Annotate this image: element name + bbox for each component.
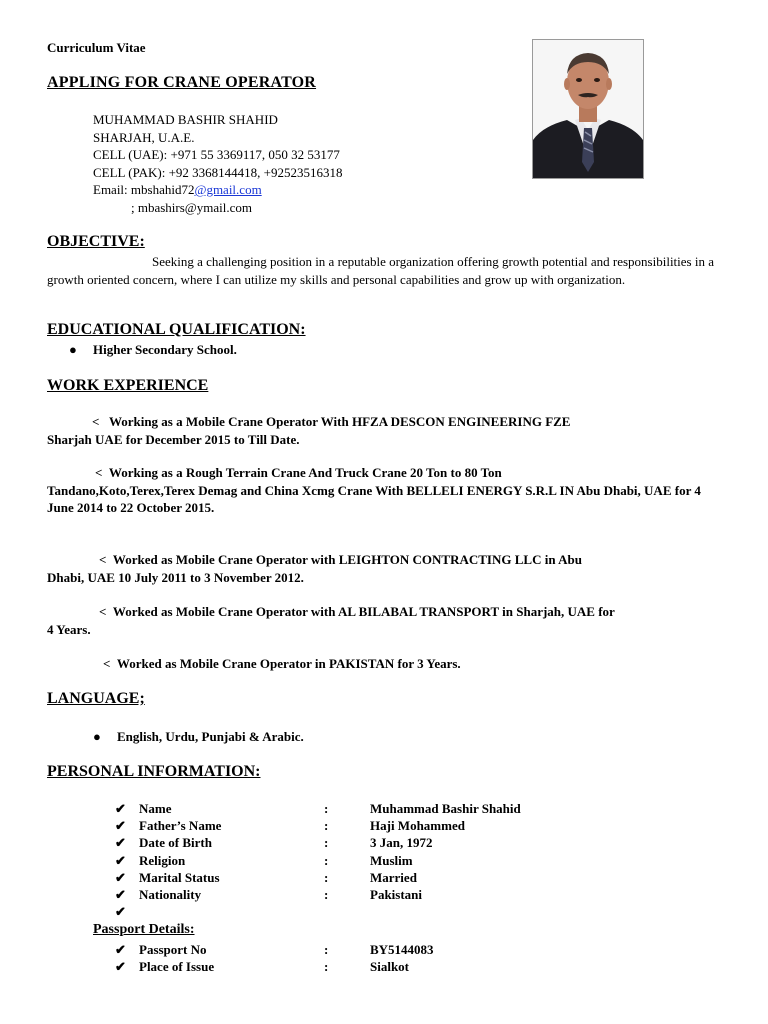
email-link[interactable]: @gmail.com — [194, 182, 262, 197]
check-icon: ✔ — [115, 818, 126, 833]
personal-separator: : — [324, 835, 329, 850]
candidate-name: MUHAMMAD BASHIR SHAHID — [93, 112, 278, 127]
passport-label: Place of Issue — [139, 959, 215, 974]
personal-label: Name — [139, 801, 172, 816]
personal-value: Muhammad Bashir Shahid — [370, 801, 521, 816]
work-item — [47, 551, 727, 586]
work-heading: WORK EXPERIENCE — [47, 377, 209, 394]
work-item — [47, 464, 727, 517]
personal-row — [115, 852, 635, 870]
work-marker: < — [99, 604, 107, 619]
personal-value: Haji Mohammed — [370, 818, 465, 833]
personal-separator: : — [324, 887, 329, 902]
cv-label: Curriculum Vitae — [47, 40, 146, 55]
portrait-image — [533, 40, 643, 178]
bullet-icon: ● — [93, 729, 101, 744]
personal-row — [115, 817, 635, 835]
personal-label: Date of Birth — [139, 835, 212, 850]
work-item-rest: Dhabi, UAE 10 July 2011 to 3 November 2012. — [47, 569, 304, 585]
personal-separator: : — [324, 853, 329, 868]
passport-row — [115, 958, 635, 976]
check-icon: ✔ — [115, 870, 126, 885]
passport-value: Sialkot — [370, 959, 410, 974]
passport-value: BY5144083 — [370, 942, 434, 957]
personal-heading: PERSONAL INFORMATION: — [47, 763, 261, 780]
check-icon: ✔ — [115, 942, 126, 957]
personal-row — [115, 800, 635, 818]
language-item — [93, 729, 304, 745]
education-item-text: Higher Secondary School. — [93, 342, 237, 357]
check-icon: ✔ — [115, 835, 126, 850]
personal-row-empty — [115, 903, 635, 921]
work-item-line1: Working as a Mobile Crane Operator With HFZA DESCON ENGINEERING FZE — [108, 414, 571, 429]
check-icon: ✔ — [115, 853, 126, 868]
personal-separator: : — [324, 818, 329, 833]
work-item — [47, 655, 727, 673]
bullet-icon: ● — [69, 342, 77, 357]
personal-value: Married — [370, 870, 417, 885]
passport-label: Passport No — [139, 942, 207, 957]
contact-block — [93, 111, 343, 216]
language-heading: LANGUAGE; — [47, 690, 145, 707]
email-second: ; mbashirs@ymail.com — [131, 199, 253, 215]
personal-label: Nationality — [139, 887, 202, 902]
work-marker: < — [92, 414, 100, 429]
check-icon: ✔ — [115, 887, 126, 902]
personal-separator: : — [324, 870, 329, 885]
work-item — [47, 413, 727, 448]
check-icon: ✔ — [115, 904, 126, 919]
work-item-rest: 4 Years. — [47, 621, 91, 637]
objective-text: Seeking a challenging position in a reputable organization offering growth potential and responsibilities in a growth oriented concern, where I can utilize my skills and personal capabilities and grow up with organization. — [47, 254, 714, 287]
personal-separator: : — [324, 801, 329, 816]
personal-value: Pakistani — [370, 887, 423, 902]
personal-row — [115, 886, 635, 904]
personal-label: Father’s Name — [139, 818, 222, 833]
work-item-rest: Tandano,Koto,Terex,Terex Demag and China Xcmg Crane With BELLELI ENERGY S.R.L IN Abu Dhabi, UAE for 4 June 2014 to 22 October 2015. — [47, 482, 701, 515]
work-item-line1: Worked as Mobile Crane Operator in PAKISTAN for 3 Years. — [116, 656, 461, 671]
applying-for-title: APPLING FOR CRANE OPERATOR — [47, 74, 317, 91]
education-heading: EDUCATIONAL QUALIFICATION: — [47, 321, 306, 338]
check-icon: ✔ — [115, 959, 126, 974]
personal-value: Muslim — [370, 853, 413, 868]
language-item-text: English, Urdu, Punjabi & Arabic. — [117, 729, 304, 744]
personal-label: Marital Status — [139, 870, 220, 885]
objective-heading: OBJECTIVE: — [47, 233, 145, 250]
cell-uae: CELL (UAE): +971 55 3369117, 050 32 53177 — [93, 147, 340, 162]
personal-row — [115, 834, 635, 852]
work-item-rest: Sharjah UAE for December 2015 to Till Date. — [47, 431, 300, 447]
work-item-line1: Worked as Mobile Crane Operator with LEIGHTON CONTRACTING LLC in Abu — [112, 552, 582, 567]
work-item-line1: Worked as Mobile Crane Operator with AL BILABAL TRANSPORT in Sharjah, UAE for — [112, 604, 615, 619]
profile-photo — [532, 39, 644, 179]
check-icon: ✔ — [115, 801, 126, 816]
work-marker: < — [95, 465, 103, 480]
passport-separator: : — [324, 959, 329, 974]
personal-row — [115, 869, 635, 887]
personal-label: Religion — [139, 853, 186, 868]
personal-value: 3 Jan, 1972 — [370, 835, 433, 850]
cell-pak: CELL (PAK): +92 3368144418, +92523516318 — [93, 164, 343, 180]
passport-separator: : — [324, 942, 329, 957]
work-marker: < — [99, 552, 107, 567]
email-prefix: Email: mbshahid72 — [93, 182, 195, 197]
education-item — [69, 342, 237, 358]
passport-row — [115, 941, 635, 959]
candidate-location: SHARJAH, U.A.E. — [93, 129, 195, 145]
work-item-line1: Working as a Rough Terrain Crane And Truck Crane 20 Ton to 80 Ton — [108, 465, 502, 480]
work-marker: < — [103, 656, 111, 671]
email-line — [93, 181, 343, 199]
passport-heading: Passport Details: — [93, 922, 195, 937]
work-item — [47, 603, 727, 638]
